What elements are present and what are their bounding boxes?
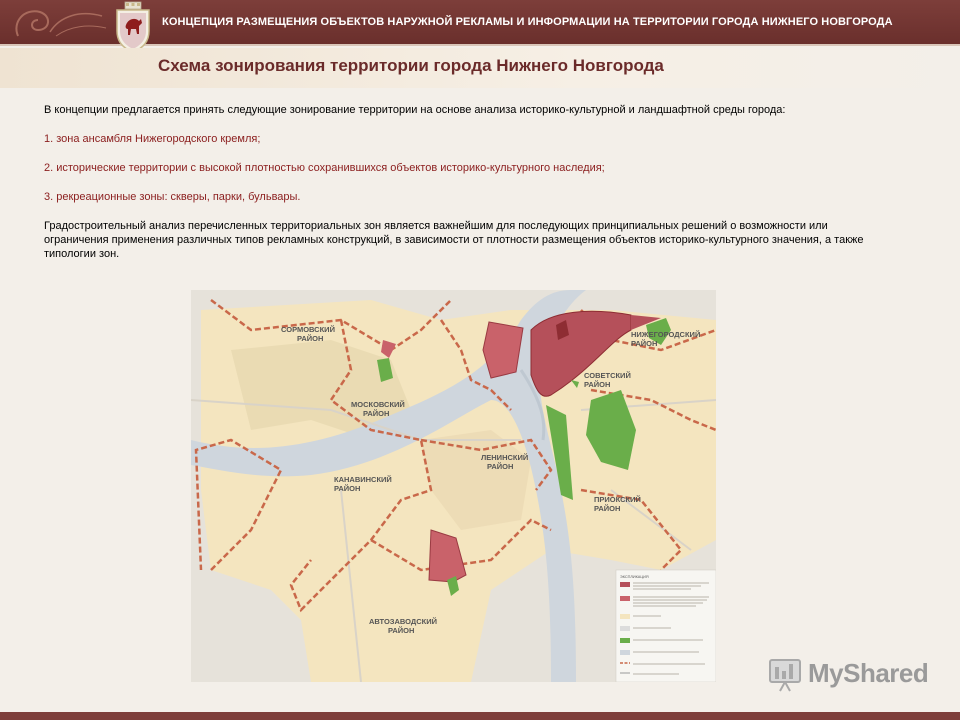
zone-item-3: 3. рекреационные зоны: скверы, парки, бульвары. xyxy=(44,191,301,203)
map-svg xyxy=(191,290,716,682)
ornament-icon xyxy=(10,2,110,42)
district-suffix-prioksky: РАЙОН xyxy=(594,504,621,513)
legend-swatch xyxy=(620,596,630,601)
content-text xyxy=(44,103,884,276)
legend-swatch xyxy=(620,614,630,619)
district-suffix-kanavinsky: РАЙОН xyxy=(334,484,361,493)
footer-bar xyxy=(0,712,960,720)
legend-swatch xyxy=(620,626,630,631)
zone-item-2: 2. исторические территории с высокой плотностью сохранившихся объектов историко-культурного наследия; xyxy=(44,162,605,174)
district-suffix-nizhegorodsky: РАЙОН xyxy=(631,339,658,348)
district-suffix-avtozavodsky: РАЙОН xyxy=(388,626,415,635)
district-label-sovetsky: СОВЕТСКИЙ xyxy=(584,371,631,380)
district-suffix-sovetsky: РАЙОН xyxy=(584,380,611,389)
district-label-leninsky: ЛЕНИНСКИЙ xyxy=(481,453,529,462)
district-label-moskovsky: МОСКОВСКИЙ xyxy=(351,400,405,409)
legend-title: ЭКСПЛИКАЦИЯ xyxy=(620,575,649,579)
legend-swatch xyxy=(620,638,630,643)
district-label-sormovsky: СОРМОВСКИЙ xyxy=(281,325,335,334)
header-bar xyxy=(0,0,960,46)
conclusion-paragraph: Градостроительный анализ перечисленных территориальных зон является важнейшим для последующих принципиальных решений о возможности или ограничения применения различных типов рекламных конструкций, в зависимости от плотности размещения объектов историко-культурного значения, а также типологии зон. xyxy=(44,220,864,260)
zoning-map xyxy=(191,290,716,682)
header-title: КОНЦЕПЦИЯ РАЗМЕЩЕНИЯ ОБЪЕКТОВ НАРУЖНОЙ РЕКЛАМЫ И ИНФОРМАЦИИ НА ТЕРРИТОРИИ ГОРОДА НИЖНЕГО НОВГОРОДА xyxy=(162,16,893,28)
district-label-kanavinsky: КАНАВИНСКИЙ xyxy=(334,475,392,484)
legend-swatch xyxy=(620,650,630,655)
watermark xyxy=(768,658,928,692)
intro-paragraph: В концепции предлагается принять следующие зонирование территории на основе анализа историко-культурной и ландшафтной среды города: xyxy=(44,104,786,116)
watermark-text: MyShared xyxy=(808,658,929,688)
district-suffix-sormovsky: РАЙОН xyxy=(297,334,324,343)
district-label-prioksky: ПРИОКСКИЙ xyxy=(594,495,641,504)
district-suffix-leninsky: РАЙОН xyxy=(487,462,514,471)
district-label-avtozavodsky: АВТОЗАВОДСКИЙ xyxy=(369,617,437,626)
district-label-nizhegorodsky: НИЖЕГОРОДСКИЙ xyxy=(631,330,701,339)
city-emblem-icon xyxy=(112,1,154,53)
page-title: Схема зонирования территории города Нижнего Новгорода xyxy=(158,56,664,75)
map-legend xyxy=(616,570,716,682)
district-suffix-moskovsky: РАЙОН xyxy=(363,409,390,418)
legend-swatch xyxy=(620,582,630,587)
slideshow-icon xyxy=(768,658,804,692)
zone-item-1: 1. зона ансамбля Нижегородского кремля; xyxy=(44,133,261,145)
